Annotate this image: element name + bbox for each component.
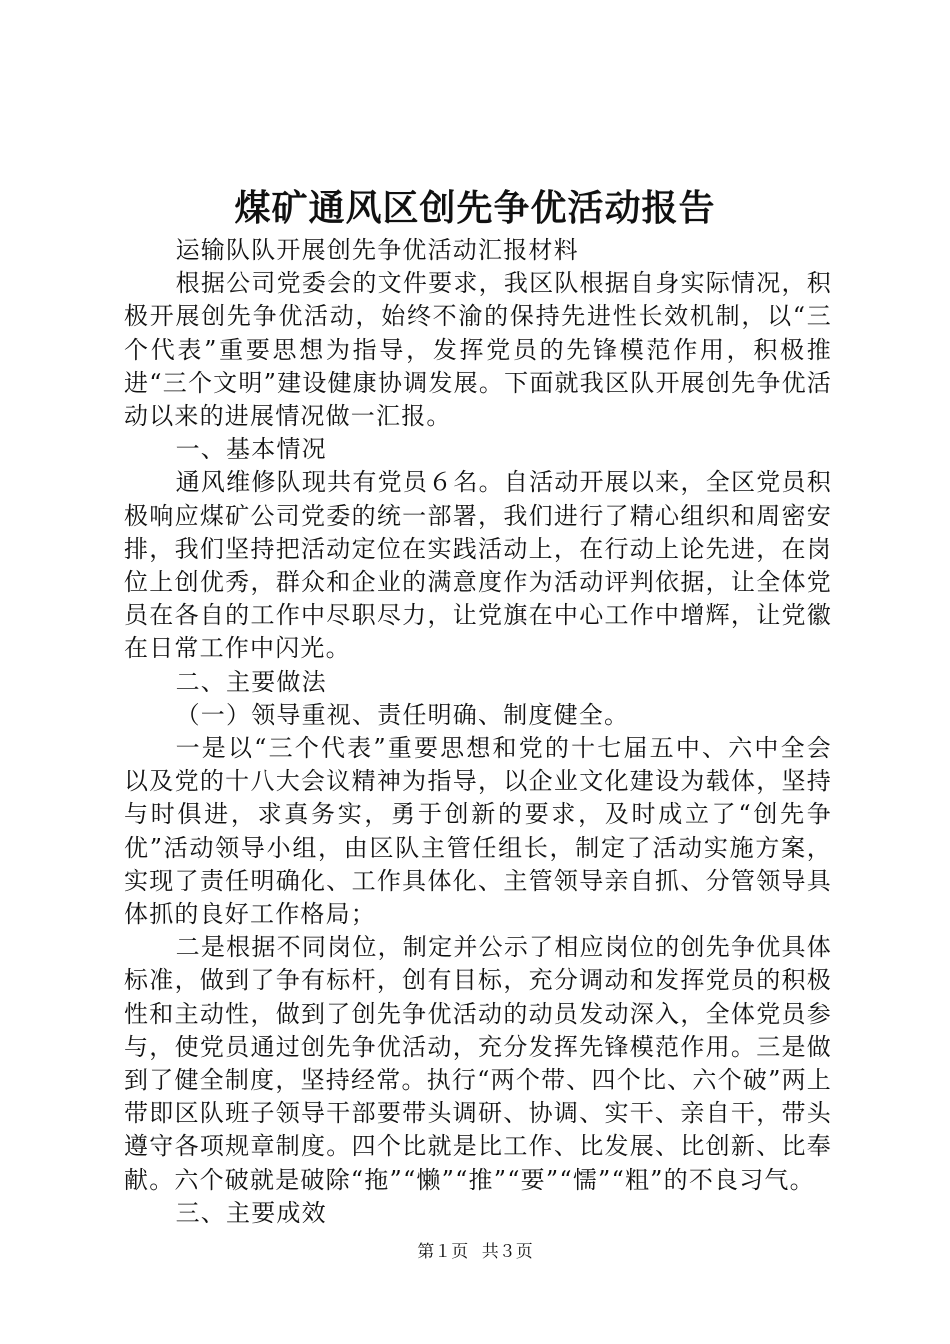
subsection-heading-leadership: （一）领导重视、责任明确、制度健全。	[175, 700, 630, 729]
section-heading-results: 三、主要成效	[175, 1198, 327, 1227]
method-paragraph-one: 一是以“三个代表”重要思想和党的十七届五中、六中全会以及党的十八大会议精神为指导，以企业文化建设为载体，坚持与时俱进，求真务实，勇于创新的要求，及时成立了“创先争优”活动领导小组，由区队主管任组长，制定了活动实施方案，实现了责任明确化、工作具体化、主管领导亲自抓、分管领导具体抓的良好工作格局；	[124, 734, 832, 929]
document-body	[124, 234, 832, 1230]
section-heading-methods: 二、主要做法	[175, 667, 327, 696]
method-paragraph-two: 二是根据不同岗位，制定并公示了相应岗位的创先争优具体标准，做到了争有标杆，创有目标，充分调动和发挥党员的积极性和主动性，做到了创先争优活动的动员发动深入，全体党员参与，使党员通过创先争优活动，充分发挥先锋模范作用。三是做到了健全制度，坚持经常。执行“两个带、四个比、六个破”两上带即区队班子领导干部要带头调研、协调、实干、亲自干，带头遵守各项规章制度。四个比就是比工作、比发展、比创新、比奉献。六个破就是破除“拖”“懒”“推”“要”“懦”“粗”的不良习气。	[124, 933, 832, 1194]
intro-paragraph: 根据公司党委会的文件要求，我区队根据自身实际情况，积极开展创先争优活动，始终不渝的保持先进性长效机制，以“三个代表”重要思想为指导，发挥党员的先锋模范作用，积极推进“三个文明”建设健康协调发展。下面就我区队开展创先争优活动以来的进展情况做一汇报。	[124, 269, 832, 431]
document-title: 煤矿通风区创先争优活动报告	[234, 187, 716, 229]
page-total: 共３页	[481, 1242, 533, 1262]
section-heading-basic: 一、基本情况	[175, 435, 327, 464]
subtitle-paragraph: 运输队队开展创先争优活动汇报材料	[175, 236, 579, 264]
basic-situation-paragraph: 通风维修队现共有党员６名。自活动开展以来，全区党员积极响应煤矿公司党委的统一部署，我们进行了精心组织和周密安排，我们坚持把活动定位在实践活动上，在行动上论先进，在岗位上创优秀，群众和企业的满意度作为活动评判依据，让全体党员在各自的工作中尽职尽力，让党旗在中心工作中增辉，让党徽在日常工作中闪光。	[124, 468, 832, 663]
page-number: 第１页	[417, 1242, 469, 1262]
page-footer	[0, 1240, 950, 1264]
